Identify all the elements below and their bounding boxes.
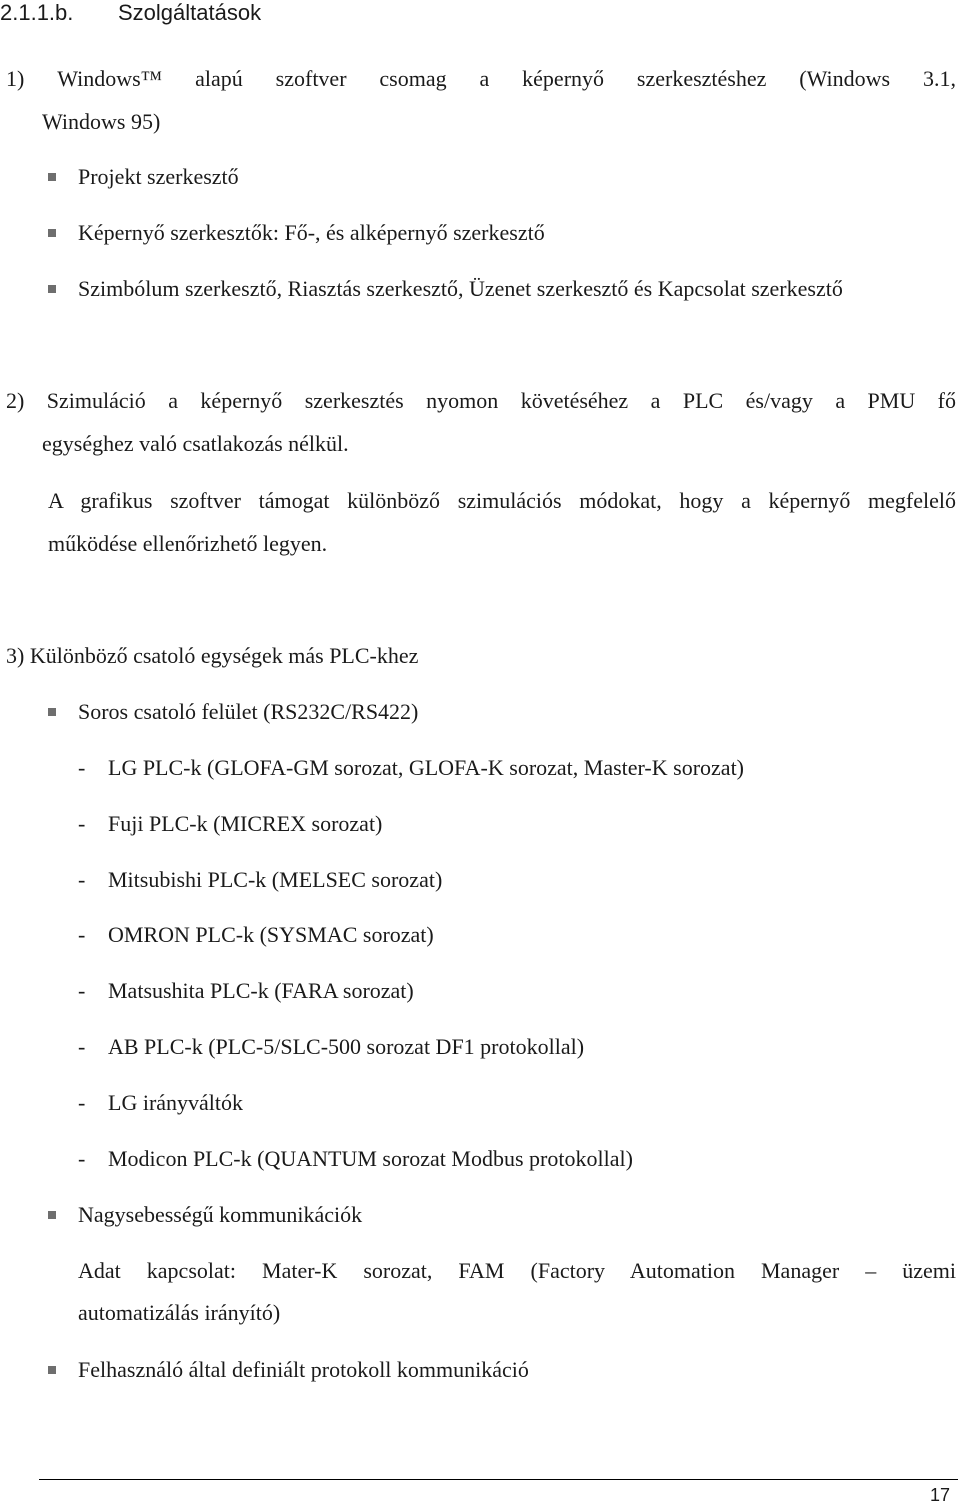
list-item: Képernyő szerkesztők: Fő-, és alképernyő szerkesztő [78, 220, 545, 245]
square-bullet-icon [48, 708, 56, 716]
dash-item: - LG irányváltók [78, 1090, 244, 1115]
section1-line1: 1) Windows™ alapú szoftver csomag a képernyő szerkesztéshez (Windows 3.1, [6, 66, 956, 91]
square-bullet-icon [48, 285, 56, 293]
section1-line2: Windows 95) [42, 109, 161, 134]
list-item: Felhasználó által definiált protokoll kommunikáció [78, 1357, 529, 1382]
section2-paragraph-line1: A grafikus szoftver támogat különböző szimulációs módokat, hogy a képernyő megfelelő [48, 488, 956, 513]
section3-title: 3) Különböző csatoló egységek más PLC-khez [6, 643, 419, 668]
list-item: Soros csatoló felület (RS232C/RS422) [78, 699, 419, 724]
section-heading [0, 0, 261, 26]
dash-item: - Fuji PLC-k (MICREX sorozat) [78, 811, 383, 836]
list-item: Szimbólum szerkesztő, Riasztás szerkesztő, Üzenet szerkesztő és Kapcsolat szerkesztő [78, 276, 843, 301]
data-link-line1: Adat kapcsolat: Mater-K sorozat, FAM (Factory Automation Manager – üzemi [78, 1258, 956, 1283]
square-bullet-icon [48, 173, 56, 181]
dash-item: - Matsushita PLC-k (FARA sorozat) [78, 978, 414, 1003]
section-number: 2.1.1.b. [0, 0, 74, 25]
footer-divider [39, 1479, 958, 1480]
dash-item: - OMRON PLC-k (SYSMAC sorozat) [78, 922, 434, 947]
dash-item: - Modicon PLC-k (QUANTUM sorozat Modbus protokollal) [78, 1146, 633, 1171]
section2-line2: egységhez való csatlakozás nélkül. [42, 431, 349, 456]
dash-item: - LG PLC-k (GLOFA-GM sorozat, GLOFA-K sorozat, Master-K sorozat) [78, 755, 745, 780]
page-number: 17 [930, 1485, 951, 1505]
data-link-line2: automatizálás irányító) [78, 1300, 281, 1325]
square-bullet-icon [48, 1211, 56, 1219]
square-bullet-icon [48, 1366, 56, 1374]
section2-paragraph-line2: működése ellenőrizhető legyen. [48, 531, 328, 556]
dash-item: - AB PLC-k (PLC-5/SLC-500 sorozat DF1 protokollal) [78, 1034, 585, 1059]
section2-line1: 2) Szimuláció a képernyő szerkesztés nyomon követéséhez a PLC és/vagy a PMU fő [6, 388, 956, 413]
square-bullet-icon [48, 229, 56, 237]
list-item: Nagysebességű kommunikációk [78, 1202, 363, 1227]
list-item: Projekt szerkesztő [78, 164, 239, 189]
dash-item: - Mitsubishi PLC-k (MELSEC sorozat) [78, 867, 443, 892]
section-title: Szolgáltatások [118, 0, 262, 25]
